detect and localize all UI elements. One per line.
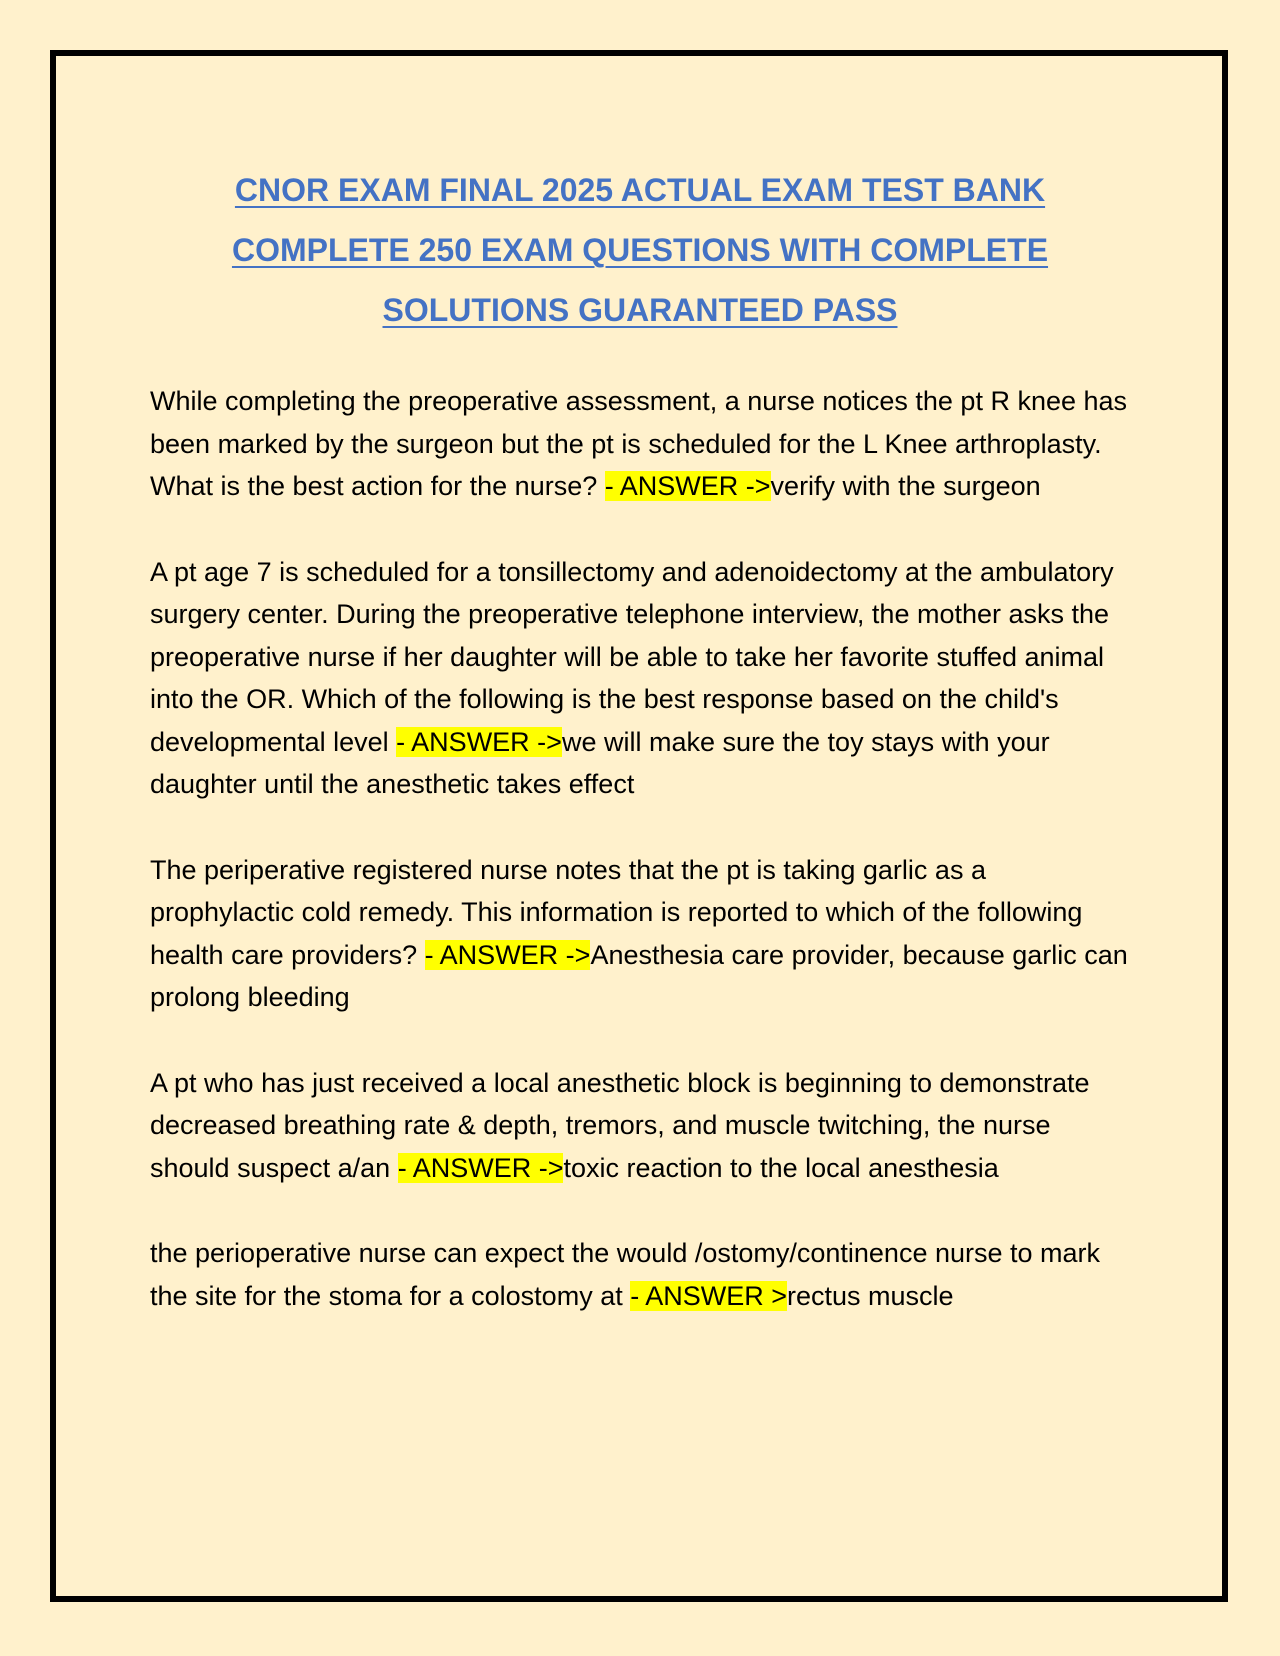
qa-item (150, 1062, 1130, 1190)
question-text: the perioperative nurse can expect the would /ostomy/continence nurse to mark the site for the stoma for a colostomy at (150, 1238, 1101, 1311)
question-text: The periperative registered nurse notes that the pt is taking garlic as a prophylactic cold remedy. This information is reported to which of the following health care providers? (150, 854, 1083, 970)
question-text: A pt age 7 is scheduled for a tonsillectomy and adenoidectomy at the ambulatory surgery center. During the preoperative telephone interview, the mother asks the preoperative nurse if her daughter will be able to take her favorite stuffed animal into the OR. Which of the following is the best response based on the child's developmental level (150, 556, 1114, 757)
qa-item (150, 849, 1130, 1019)
qa-item (150, 551, 1130, 806)
answer-marker-highlight: - ANSWER -> (396, 726, 562, 757)
document-title: CNOR EXAM FINAL 2025 ACTUAL EXAM TEST BANK COMPLETE 250 EXAM QUESTIONS WITH COMPLETE SOLUTIONS GUARANTEED PASS (231, 172, 1049, 328)
qa-list (150, 380, 1130, 1360)
answer-text: we will make sure the toy stays with your daughter until the anesthetic takes effect (150, 726, 1050, 799)
answer-marker-highlight: - ANSWER -> (424, 939, 591, 970)
question-text: While completing the preoperative assessment, a nurse notices the pt R knee has been marked by the surgeon but the pt is scheduled for the L Knee arthroplasty. What is the best action for the nurse? (150, 386, 1128, 501)
answer-marker-highlight: - ANSWER > (630, 1280, 788, 1311)
answer-marker-highlight: - ANSWER -> (604, 471, 771, 501)
qa-item (150, 380, 1130, 508)
qa-item (150, 1232, 1130, 1317)
answer-text: rectus muscle (787, 1280, 954, 1311)
answer-text: toxic reaction to the local anesthesia (563, 1152, 999, 1183)
question-text: A pt who has just received a local anesthetic block is beginning to demonstrate decreased breathing rate & depth, tremors, and muscle twitching, the nurse should suspect a/an (150, 1067, 1090, 1183)
answer-marker-highlight: - ANSWER -> (397, 1152, 564, 1183)
answer-text: Anesthesia care provider, because garlic can prolong bleeding (150, 939, 1128, 1012)
answer-text: verify with the surgeon (770, 471, 1041, 501)
